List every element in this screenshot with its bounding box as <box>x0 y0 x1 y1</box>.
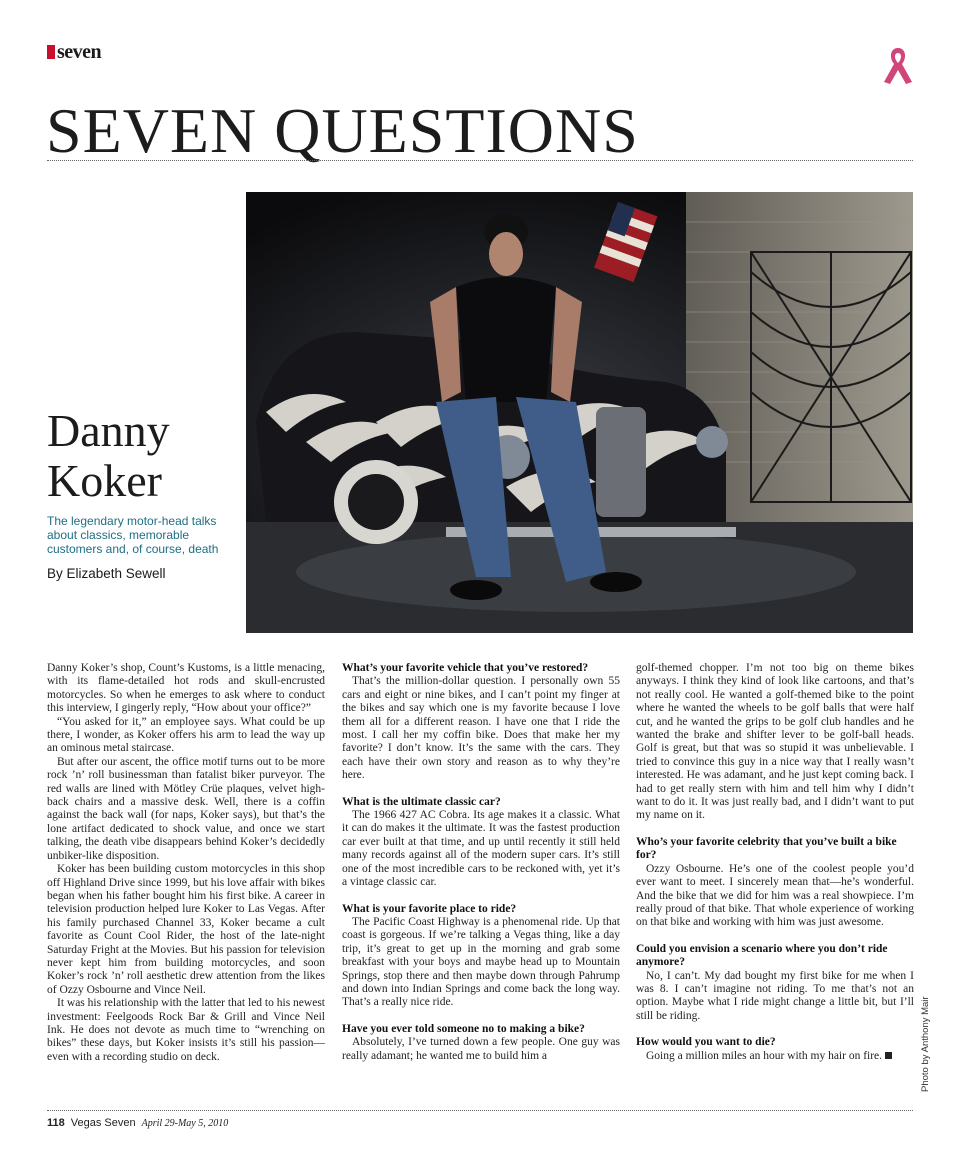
question-3: What is your favorite place to ride? <box>342 902 517 915</box>
question-1: What’s your favorite vehicle that you’ve restored? <box>342 662 589 674</box>
end-mark-icon <box>885 1052 892 1059</box>
footer-divider <box>47 1110 913 1111</box>
answer-7 <box>636 1050 914 1063</box>
article-column-1 <box>47 662 325 1064</box>
feature-name-last: Koker <box>47 455 162 506</box>
page-title: SEVEN QUESTIONS <box>46 95 639 166</box>
question-6: Could you envision a scenario where you don’t ride anymore? <box>636 942 888 969</box>
section-tag-bar <box>47 45 55 59</box>
page-footer <box>47 1117 228 1129</box>
article-column-3 <box>636 662 914 1063</box>
photo-credit: Photo by Anthony Mair <box>920 996 931 1092</box>
title-divider <box>47 160 913 161</box>
answer-5: Ozzy Osbourne. He’s one of the coolest people you’d ever want to meet. I sincerely mean that—he’s wonderful. And the bike that we did for him was a real showpiece. I’m really proud of that bike. That whole experience of working on that bike and working with him was just awesome. <box>636 862 914 929</box>
magazine-name: Vegas Seven <box>70 1117 136 1129</box>
answer-6: No, I can’t. My dad bought my first bike for me when I was 8. I can’t imagine not riding. To me that’s not an option. Maybe what I ride might change a little bit, but I’ll still be riding. <box>636 969 914 1022</box>
issue-date: April 29-May 5, 2010 <box>141 1118 229 1129</box>
intro-paragraph-2: “You asked for it,” an employee says. What could be up there, I wonder, as Koker offers his arm to lead the way up an ominous metal staircase. <box>47 715 325 755</box>
answer-4: Absolutely, I’ve turned down a few people. One guy was really adamant; he wanted me to build him a <box>342 1036 620 1062</box>
pink-ribbon-icon <box>880 44 916 90</box>
question-4: Have you ever told someone no to making a bike? <box>342 1022 585 1035</box>
portrait-photo <box>246 192 913 633</box>
feature-name <box>47 406 170 506</box>
section-tag-label: seven <box>57 41 102 63</box>
question-2: What is the ultimate classic car? <box>342 795 501 808</box>
intro-paragraph-5: It was his relationship with the latter that led to his newest investment: Feelgoods Rock Bar & Grill and Vince Neil Ink. He does not devote as much time to “wrenching on bikes” these days, but Koker insists it’s still his passion—even with a recording studio on deck. <box>47 997 325 1063</box>
question-5: Who’s your favorite celebrity that you’ve built a bike for? <box>636 835 897 862</box>
intro-paragraph-1: Danny Koker’s shop, Count’s Kustoms, is a little menacing, with its flame-detailed hot rods and skull-encrusted motorcycles. So when he emerges to ask where to conduct this interview, I gingerly reply, “How about your office?” <box>47 662 325 715</box>
article-deck: The legendary motor-head talks about classics, memorable customers and, of course, death <box>47 514 219 556</box>
feature-name-first: Danny <box>47 405 170 456</box>
question-7: How would you want to die? <box>636 1036 776 1049</box>
answer-4-continued: golf-themed chopper. I’m not too big on theme bikes anyways. I think they kind of look like cartoons, and that’s not really cool. He wanted a golf-themed bike to the point where he wanted the wheels to be golf balls that were half cut, and he wanted the grips to be golf club handles and he wanted the brake and shifter lever to be golf-ball heads. Golf is great, but that was so stupid it was unbelievable. I tried to convince this guy in a nice way that I really wasn’t interested. He was adamant, and he just kept coming back. I had to get really stern with him and tell him why I didn’t want to do it. It was just really bad, and I didn’t want to put my name on it. <box>636 662 914 822</box>
page-number: 118 <box>47 1117 65 1129</box>
answer-7-text: Going a million miles an hour with my hair on fire. <box>646 1049 883 1062</box>
intro-paragraph-4: Koker has been building custom motorcycles in this shop off Highland Drive since 1999, but his love affair with bikes began when his father bought him his first bike. A career in television production helped lure Koker to Las Vegas. After his family purchased Channel 33, Koker became a cult favorite as Count Cool Rider, the host of the late-night Saturday Fright at the Movies. But his passion for television never kept him from building motorcycles, and soon Koker’s rock ’n’ roll aesthetic drew attention from the likes of Ozzy Osbourne and Vince Neil. <box>47 863 325 996</box>
section-tag <box>47 41 102 63</box>
answer-3: The Pacific Coast Highway is a phenomenal ride. Up that coast is gorgeous. If we’re talking a Vegas thing, like a day trip, it’s great to get up in the morning and grab some breakfast with your boys and maybe head up to Mountain Springs, stop there and then maybe down through Pahrump and down into Indian Springs and come back the long way. That’s a really nice ride. <box>342 915 620 1009</box>
intro-paragraph-3: But after our ascent, the office motif turns out to be more rock ’n’ roll businessman than fatalist biker purveyor. The red walls are lined with Mötley Crüe plaques, velvet high-back chairs and a massive desk. Well, there is a coffin against the back wall (for naps, Koker says), but that’s the lone artifact dedicated to shock value, and once we start talking, the death vibe disappears behind Koker’s decidedly unbiker-like disposition. <box>47 755 325 862</box>
article-column-2 <box>342 662 620 1063</box>
answer-1: That’s the million-dollar question. I personally own 55 cars and eight or nine bikes, and I can’t point my finger at the bikes and say which one is my favorite because I love them all for a different reason. I have one that I ride the most. I call her my coffin bike. Does that make her my favorite? I don’t know. It’s the same with the cars. They each have their own story and reason as to why they’re here. <box>342 675 620 782</box>
answer-2: The 1966 427 AC Cobra. Its age makes it a classic. What it can do makes it the ultimate. It was the fastest production car ever built at that time, and up until recently it still held many records against all of the modern super cars. It’s still one of the most incredible cars to be reckoned with, yet it’s a vintage classic car. <box>342 809 620 889</box>
byline: By Elizabeth Sewell <box>47 566 166 581</box>
